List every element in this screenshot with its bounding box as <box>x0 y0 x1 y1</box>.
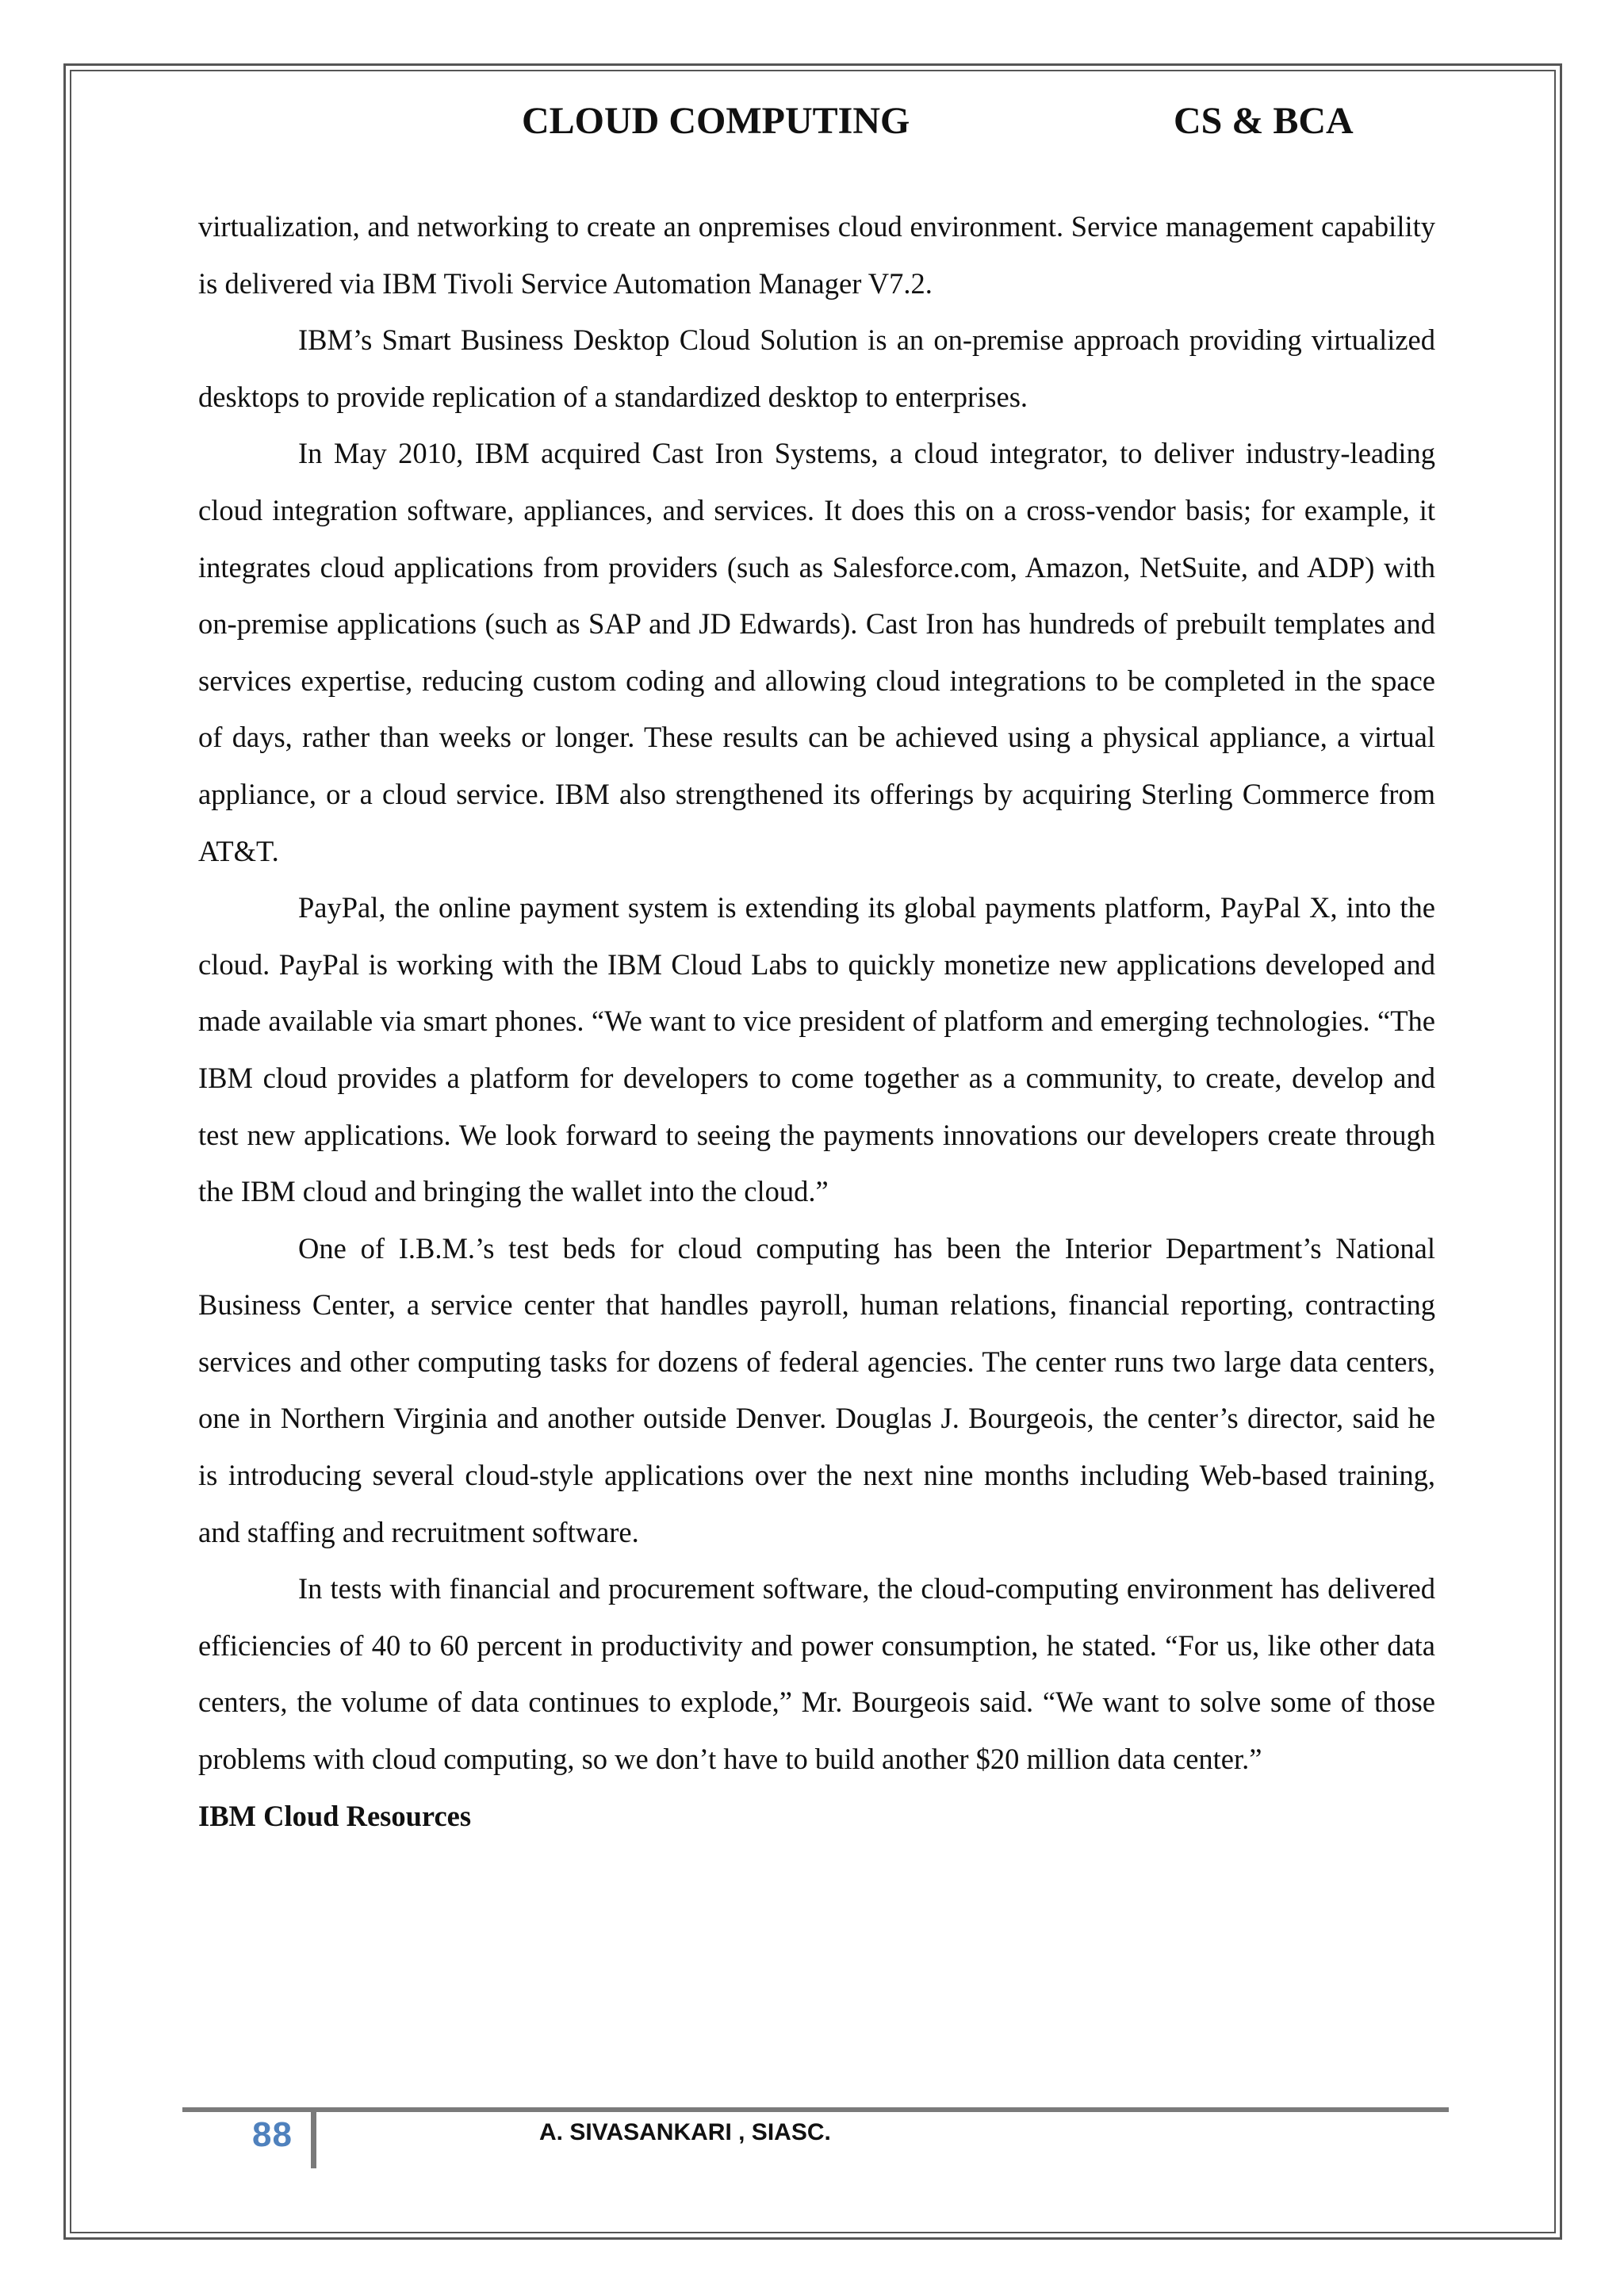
header-title: CLOUD COMPUTING <box>522 100 910 142</box>
footer-author: A. SIVASANKARI , SIASC. <box>539 2119 831 2145</box>
paragraph: PayPal, the online payment system is extending its global payments platform, PayPal X, into the cloud. PayPal is working with the IBM Cloud Labs to quickly monetize new applications developed and made available via smart phones. “We want to vice president of platform and emerging technologies. “The IBM cloud provides a platform for developers to come together as a community, to create, develop and test new applications. We look forward to seeing the payments innovations our developers create through the IBM cloud and bringing the wallet into the cloud.” <box>198 891 1435 1208</box>
section-heading: IBM Cloud Resources <box>198 1799 472 1832</box>
footer-rule <box>182 2107 1449 2112</box>
page-body <box>198 198 1435 1844</box>
paragraph: One of I.B.M.’s test beds for cloud computing has been the Interior Department’s National Business Center, a service center that handles payroll, human relations, financial reporting, contracting services and other computing tasks for dozens of federal agencies. The center runs two large data centers, one in Northern Virginia and another outside Denver. Douglas J. Bourgeois, the center’s director, said he is introducing several cloud-style applications over the next nine months including Web-based training, and staffing and recruitment software. <box>198 1231 1435 1548</box>
footer-divider <box>311 2109 316 2168</box>
paragraph: virtualization, and networking to create an onpremises cloud environment. Service management capability is delivered via IBM Tivoli Service Automation Manager V7.2. <box>198 210 1435 300</box>
page-number: 88 <box>252 2115 293 2154</box>
paragraph: IBM’s Smart Business Desktop Cloud Solution is an on-premise approach providing virtualized desktops to provide replication of a standardized desktop to enterprises. <box>198 323 1435 413</box>
paragraph: In May 2010, IBM acquired Cast Iron Systems, a cloud integrator, to deliver industry-leading cloud integration software, appliances, and services. It does this on a cross-vendor basis; for example, it integrates cloud applications from providers (such as Salesforce.com, Amazon, NetSuite, and ADP) with on-premise applications (such as SAP and JD Edwards). Cast Iron has hundreds of prebuilt templates and services expertise, reducing custom coding and allowing cloud integrations to be completed in the space of days, rather than weeks or longer. These results can be achieved using a physical appliance, a virtual appliance, or a cloud service. IBM also strengthened its offerings by acquiring Sterling Commerce from AT&T. <box>198 437 1435 867</box>
paragraph: In tests with financial and procurement software, the cloud-computing environment has delivered efficiencies of 40 to 60 percent in productivity and power consumption, he stated. “For us, like other data centers, the volume of data continues to explode,” Mr. Bourgeois said. “We want to solve some of those problems with cloud computing, so we don’t have to build another $20 million data center.” <box>198 1572 1435 1776</box>
header-subject: CS & BCA <box>1174 100 1354 142</box>
page-header <box>0 99 1624 147</box>
